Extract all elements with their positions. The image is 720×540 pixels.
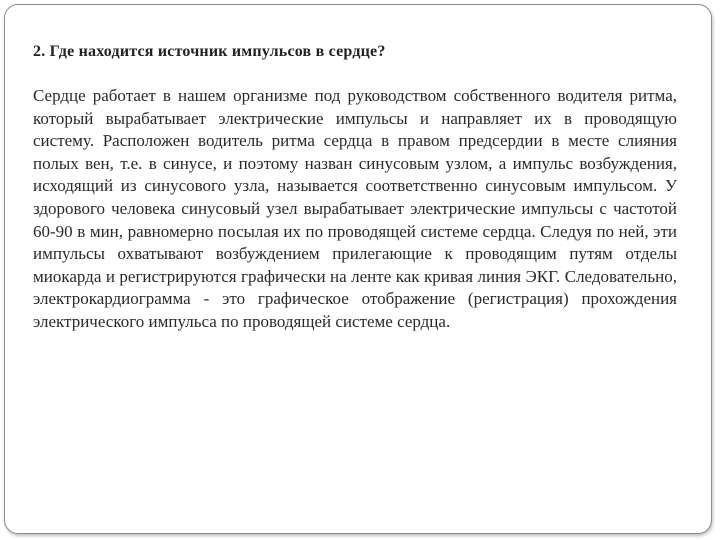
slide-content <box>33 43 677 334</box>
question-heading: 2. Где находится источник импульсов в сердце? <box>33 43 386 60</box>
answer-paragraph: Сердце работает в нашем организме под руководством собственного водителя ритма, который вырабатывает электрические импульсы и направляет их в проводящую систему. Расположен водитель ритма сердца в правом предсердии в месте слияния полых вен, т.е. в синусе, и поэтому назван синусовым узлом, а импульс возбуждения, исходящий из синусового узла, называется соответственно синусовым импульсом. У здорового человека синусовый узел вырабатывает электрические импульсы с частотой 60-90 в мин, равномерно посылая их по проводящей системе сердца. Следуя по ней, эти импульсы охватывают возбуждением прилегающие к проводящим путям отделы миокарда и регистрируются графически на ленте как кривая линия ЭКГ. Следовательно, электрокардиограмма - это графическое отображение (регистрация) прохождения электрического импульса по проводящей системе сердца. <box>33 86 677 331</box>
slide-frame <box>4 4 712 534</box>
